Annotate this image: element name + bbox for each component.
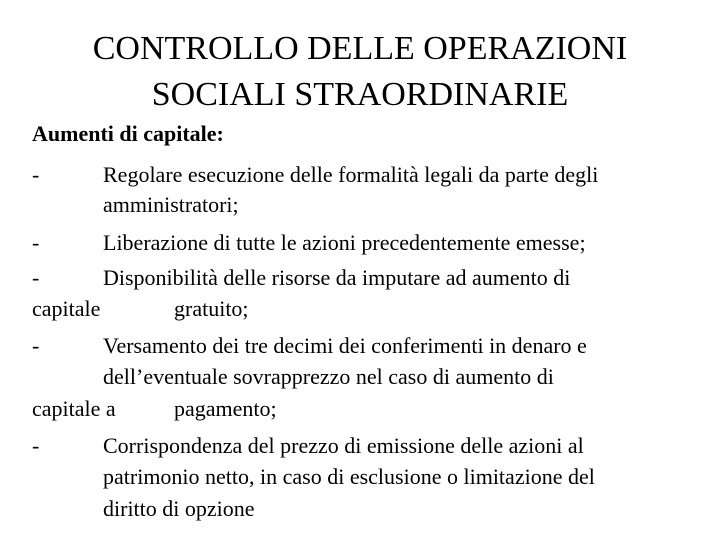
- item-3-line-2-left: capitale: [32, 296, 101, 321]
- bullet-dash-3: -: [32, 265, 40, 290]
- item-4-line-3-right: pagamento;: [174, 396, 277, 421]
- item-5-line-1: Corrispondenza del prezzo di emissione delle azioni al: [103, 433, 584, 458]
- section-heading: Aumenti di capitale:: [32, 121, 224, 146]
- item-2-line-1: Liberazione di tutte le azioni precedentemente emesse;: [103, 230, 586, 255]
- bullet-dash-5: -: [32, 433, 40, 458]
- item-4-line-1: Versamento dei tre decimi dei conferimenti in denaro e: [103, 333, 587, 358]
- item-1-line-1: Regolare esecuzione delle formalità legali da parte degli: [103, 162, 599, 187]
- item-4-line-3-left: capitale a: [32, 396, 116, 421]
- slide-title: [0, 26, 720, 118]
- bullet-dash-1: -: [32, 162, 40, 187]
- item-5-line-2: patrimonio netto, in caso di esclusione o limitazione del: [103, 464, 595, 489]
- item-3-line-2-right: gratuito;: [174, 296, 249, 321]
- item-3-line-1: Disponibilità delle risorse da imputare ad aumento di: [103, 265, 571, 290]
- bullet-dash-2: -: [32, 230, 40, 255]
- item-4-line-2: dell’eventuale sovrapprezzo nel caso di aumento di: [103, 364, 554, 389]
- title-line-2: SOCIALI STRAORDINARIE: [151, 76, 569, 113]
- title-line-1: CONTROLLO DELLE OPERAZIONI: [92, 30, 628, 67]
- item-5-line-3: diritto di opzione: [103, 496, 255, 521]
- item-1-line-2: amministratori;: [103, 192, 239, 217]
- bullet-dash-4: -: [32, 333, 40, 358]
